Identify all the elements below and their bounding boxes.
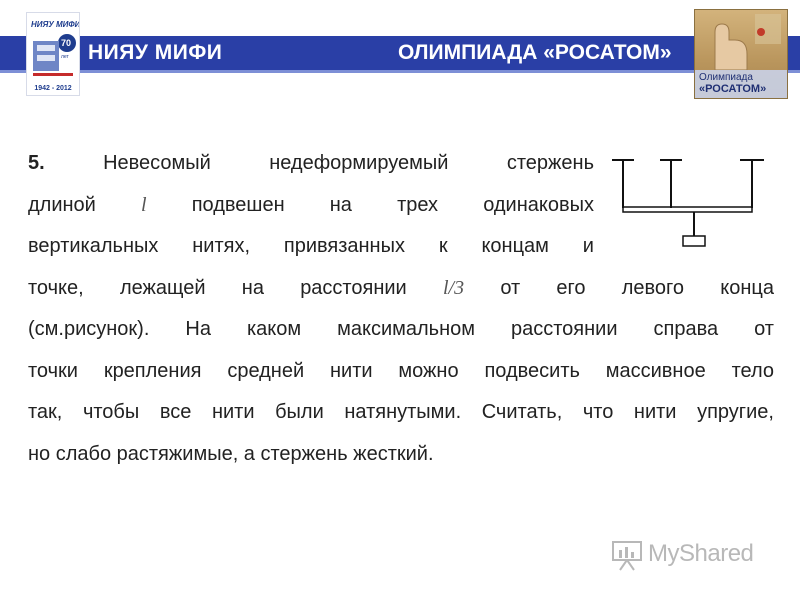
problem-number: 5. [28,152,45,174]
problem-line-4 [28,268,774,310]
problem-word: справа [653,318,719,340]
problem-word: расстоянии [300,276,407,299]
rod [623,207,752,212]
problem-word: нитях, [192,235,250,257]
problem-word: так, [28,401,63,423]
problem-word: вертикальных [28,235,159,257]
problem-word: натянутыми. [344,401,462,423]
problem-word: левого [621,276,685,299]
problem-word: на [329,193,352,216]
presentation-board-icon [610,536,646,572]
problem-word: (см.рисунок). [28,318,150,340]
problem-word: упругие, [697,401,774,423]
problem-word: длиной [28,193,96,216]
problem-word: крепления [103,359,202,382]
problem-word: лежащей [119,276,206,299]
problem-word: можно [398,359,459,382]
rod-diagram [608,150,768,260]
problem-word: Считать, [481,401,563,423]
problem-word: от [500,276,521,299]
problem-word: Невесомый [103,152,211,174]
svg-text:70: 70 [61,38,72,48]
problem-word: нити [211,401,255,423]
problem-word: массивное [605,359,706,382]
mifi-logo [26,12,80,96]
problem-word: тело [731,359,774,382]
load-mass [683,236,705,246]
problem-line-5 [28,309,774,351]
distance-fraction: l/3 [442,276,465,299]
problem-word: одинаковых [483,193,594,216]
problem-word: подвешен [191,193,285,216]
problem-word: концам [481,235,549,257]
problem-word: подвесить [484,359,580,382]
problem-line-3 [28,226,594,268]
header-left-title: НИЯУ МИФИ [88,41,223,64]
problem-line-2 [28,185,594,227]
problem-line-7 [28,392,774,434]
length-variable: l [141,193,147,216]
problem-word: на [241,276,264,299]
problem-line-6 [28,351,774,393]
mifi-logo-text: НИЯУ МИФИ [31,20,79,29]
problem-word: были [275,401,324,423]
problem-word: все [159,401,192,423]
problem-word: чтобы [82,401,140,423]
problem-word: На [185,318,211,340]
rosatom-logo-big-text: «РОСАТОМ» [699,83,767,95]
problem-line-8 [28,434,774,476]
header-right-title: ОЛИМПИАДА «РОСАТОМ» [398,41,672,64]
problem-word: каком [246,318,302,340]
svg-text:лет: лет [61,54,69,60]
problem-word: что [582,401,614,423]
problem-word: нити [330,359,373,382]
problem-word: его [556,276,586,299]
rosatom-logo-small-text: Олимпиада [699,72,753,83]
problem-word: нити [633,401,677,423]
problem-line-1 [28,143,594,185]
problem-word: недеформируемый [269,152,449,174]
problem-word: и [582,235,594,257]
watermark-text: MyShared [648,540,754,567]
problem-word: расстоянии [511,318,618,340]
problem-word: от [754,318,774,340]
problem-word: трех [397,193,439,216]
problem-word: стержень [506,152,594,174]
problem-word: средней [227,359,305,382]
header-underline [0,70,800,73]
problem-word: конца [720,276,774,299]
problem-word: максимальном [337,318,476,340]
problem-word: точки [28,359,78,382]
problem-word: привязанных [283,235,405,257]
problem-word: но слабо растяжимые, а стержень жесткий. [28,442,434,465]
problem-word: точке, [28,276,84,299]
mifi-logo-years: 1942 - 2012 [34,85,72,92]
problem-word: к [438,235,448,257]
